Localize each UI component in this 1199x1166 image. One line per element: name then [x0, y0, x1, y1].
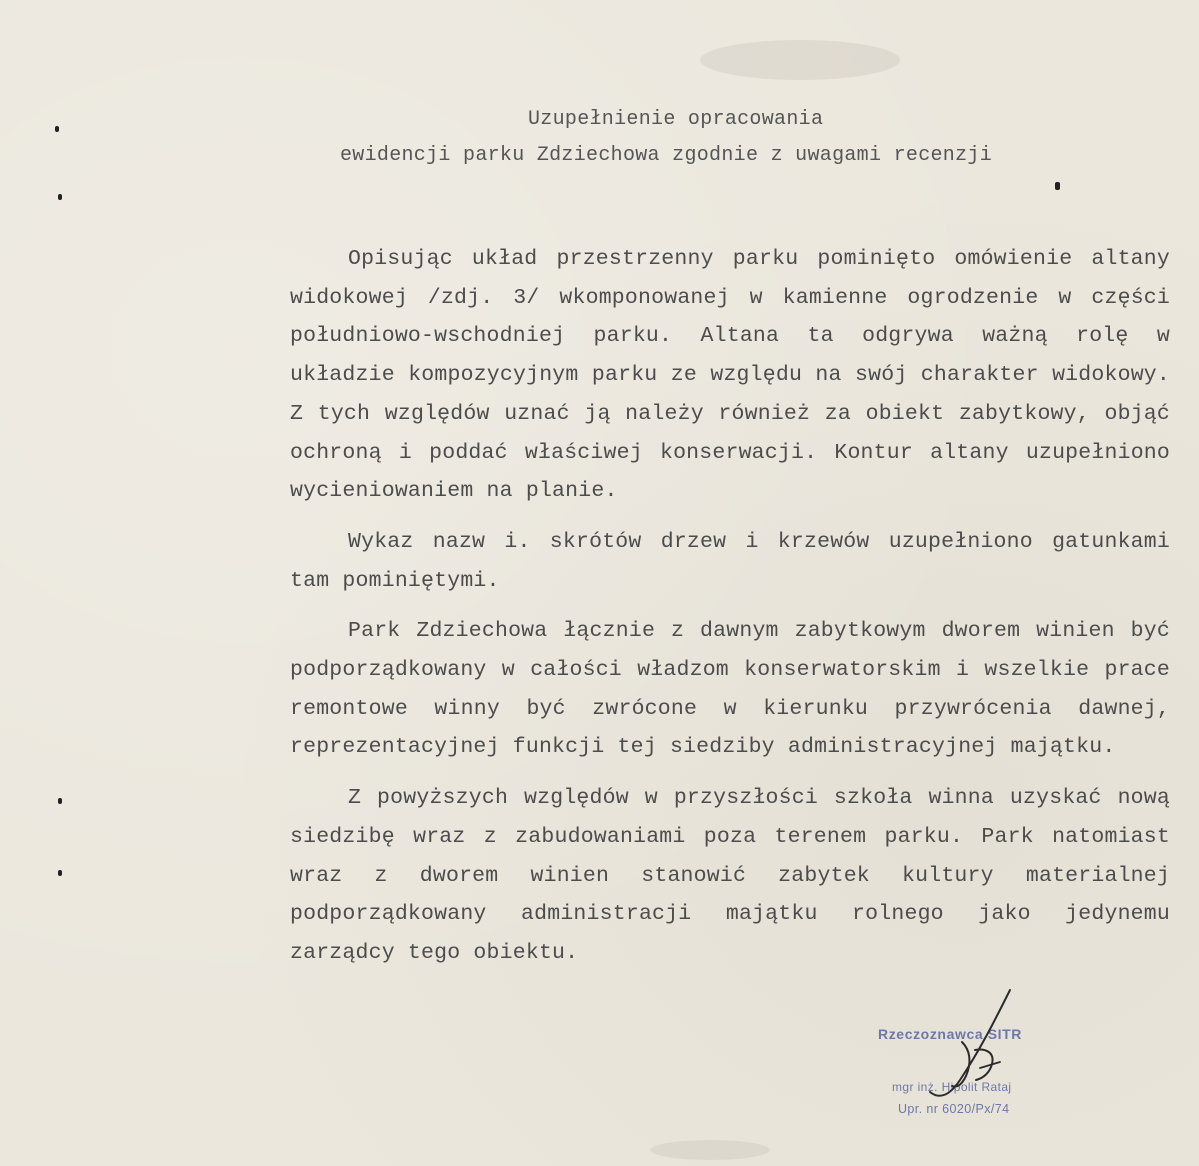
paper-smudge: [700, 40, 900, 80]
stamp-title: Rzeczoznawca SITR: [878, 1026, 1023, 1042]
handwritten-signature: [900, 980, 1020, 1110]
margin-mark: [1055, 182, 1060, 190]
paragraph-school-relocation: Z powyższych względów w przyszłości szkoła winna uzyskać nową siedzibę wraz z zabudowaniami poza terenem parku. Park natomiast wraz z dworem winien stanowić zabytek kultury materialnej podporządkowany administracji majątku rolnego jako jedynemu zarządcy tego obiektu.: [290, 786, 1170, 965]
paragraph-conservation: Park Zdziechowa łącznie z dawnym zabytkowym dworem winien być podporządkowany w całości władzom konserwatorskim i wszelkie prace remontowe winny być zwrócone w kierunku przywrócenia dawnej, reprezentacyjnej funkcji tej siedziby administracyjnej majątku.: [290, 619, 1170, 760]
title-line-2: ewidencji parku Zdziechowa zgodnie z uwagami recenzji: [340, 144, 993, 167]
title-line-1: Uzupełnienie opracowania: [528, 108, 824, 131]
margin-mark: [58, 870, 62, 876]
stamp-registration: Upr. nr 6020/Px/74: [898, 1102, 1010, 1116]
margin-mark: [58, 194, 62, 200]
margin-mark: [58, 798, 62, 804]
margin-mark: [55, 126, 59, 132]
stamp-name: mgr inż. Hipolit Rataj: [892, 1080, 1012, 1094]
paragraph-pavilion: Opisując układ przestrzenny parku pominięto omówienie altany widokowej /zdj. 3/ wkomponowanej w kamienne ogrodzenie w części południowo-wschodniej parku. Altana ta odgrywa ważną rolę w układzie kompozycyjnym parku ze względu na swój charakter widokowy. Z tych względów uznać ją należy również za obiekt zabytkowy, objąć ochroną i poddać właściwej konserwacji. Kontur altany uzupełniono wycieniowaniem na planie.: [290, 247, 1170, 504]
paragraph-species-list: Wykaz nazw i. skrótów drzew i krzewów uzupełniono gatunkami tam pominiętymi.: [290, 529, 1170, 593]
document-body: [290, 240, 1170, 973]
paper-smudge: [650, 1140, 770, 1160]
